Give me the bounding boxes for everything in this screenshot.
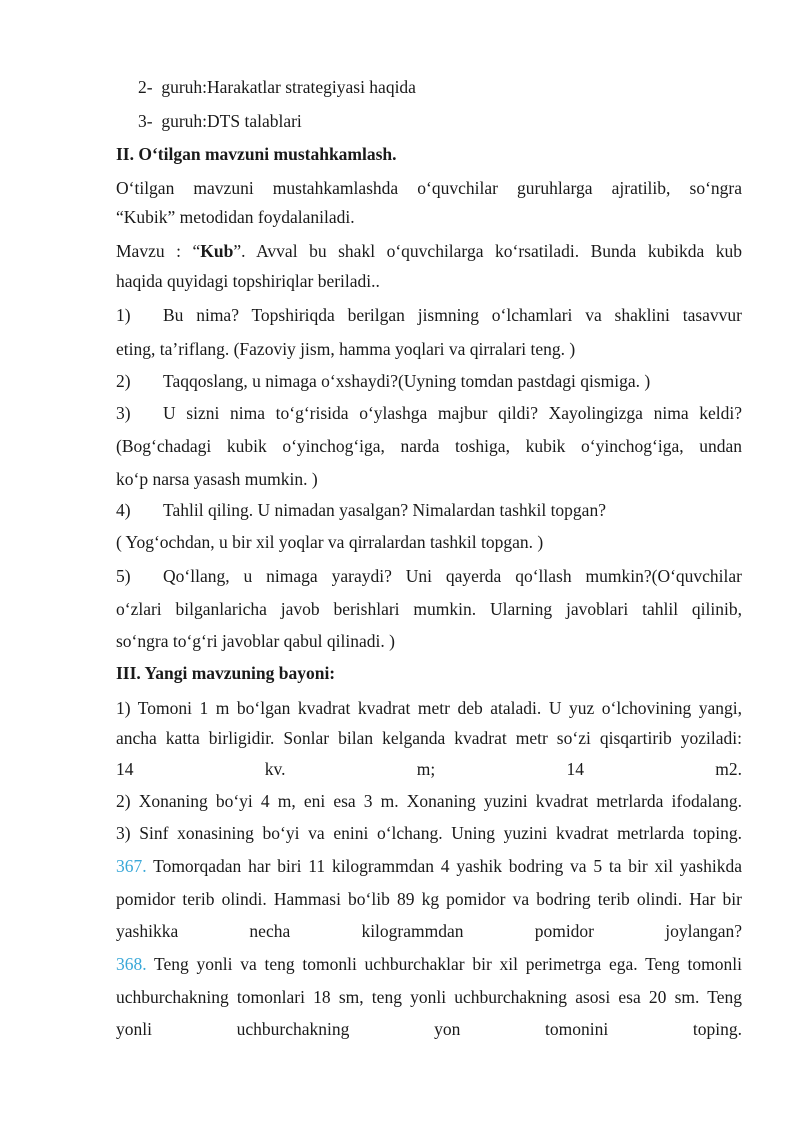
word: necha [249, 921, 291, 941]
task-368-text: Teng yonli va teng tomonli uchburchaklar bir xil perimetrga ega. Teng tomonli [146, 954, 742, 974]
task-367-line-1 [116, 855, 742, 877]
task-item-4-line-2: ( Yog‘ochdan, u bir xil yoqlar va qirralardan tashkil topgan. ) [116, 532, 544, 552]
group-3-number: 3- [138, 111, 153, 131]
task-item-2-line-1: Taqqoslang, u nimaga o‘xshaydi?(Uyning tomdan pastdagi qismiga. ) [163, 371, 651, 391]
task-item-5-line-3: so‘ngra to‘g‘ri javoblar qabul qilinadi. ) [116, 631, 395, 651]
paragraph-1-line-2: ancha katta birligidir. Sonlar bilan kelganda kvadrat metr so‘zi qisqartirib yoziladi: [116, 728, 742, 748]
task-item-5 [116, 565, 742, 587]
task-368-line-1 [116, 953, 742, 975]
mavzu-title: Kub [200, 241, 234, 261]
section-2-intro-line-2: “Kubik” metodidan foydalaniladi. [116, 207, 355, 227]
task-item-5-line-2: o‘zlari bilganlaricha javob berishlari mumkin. Ularning javoblari tahlil qilinib, [116, 599, 742, 619]
task-item-3-line-1: U sizni nima to‘g‘risida o‘ylashga majbur qildi? Xayolingizga nima keldi? [163, 403, 742, 423]
task-368-line-3 [116, 1018, 742, 1040]
paragraph-2: 2) Xonaning bo‘yi 4 m, eni esa 3 m. Xonaning yuzini kvadrat metrlarda ifodalang. [116, 791, 742, 811]
task-368-line-2: uchburchakning tomonlari 18 sm, teng yonli uchburchakning asosi esa 20 sm. Teng [116, 987, 742, 1007]
task-item-3-number: 3) [116, 403, 131, 423]
word: uchburchakning [236, 1019, 350, 1039]
word: 14 [566, 759, 584, 779]
group-2-line [138, 76, 742, 98]
paragraph-1-line-1: 1) Tomoni 1 m bo‘lgan kvadrat kvadrat metr deb ataladi. U yuz o‘lchovining yangi, [116, 698, 742, 718]
task-item-2-number: 2) [116, 371, 131, 391]
group-2-text: guruh:Harakatlar strategiyasi haqida [161, 77, 416, 97]
task-368-number: 368. [116, 954, 147, 974]
word: yashikka [116, 921, 179, 941]
group-2-number: 2- [138, 77, 153, 97]
section-3-heading: III. Yangi mavzuning bayoni: [116, 663, 336, 683]
paragraph-3: 3) Sinf xonasining bo‘yi va enini o‘lchang. Uning yuzini kvadrat metrlarda toping. [116, 823, 742, 843]
task-item-1-number: 1) [116, 305, 131, 325]
task-item-1-line-2: eting, ta’riflang. (Fazoviy jism, hamma yoqlari va qirralari teng. ) [116, 339, 576, 359]
task-367-text: Tomorqadan har biri 11 kilogrammdan 4 yashik bodring va 5 ta bir xil yashikda [146, 856, 742, 876]
word: toping. [692, 1019, 742, 1039]
task-item-3-line-3: ko‘p narsa yasash mumkin. ) [116, 469, 318, 489]
word: yonli [116, 1019, 152, 1039]
task-item-5-line-1: Qo‘llang, u nimaga yaraydi? Uni qayerda qo‘llash mumkin?(O‘quvchilar [163, 566, 742, 586]
word: tomonini [545, 1019, 609, 1039]
paragraph-1-line-3 [116, 758, 742, 780]
task-item-2 [116, 370, 742, 392]
word: yon [434, 1019, 461, 1039]
word: m; [416, 759, 436, 779]
section-2-heading: II. O‘tilgan mavzuni mustahkamlash. [116, 144, 397, 164]
word: kv. [264, 759, 286, 779]
group-3-text: guruh:DTS talablari [161, 111, 302, 131]
task-item-1-line-1: Bu nima? Topshiriqda berilgan jismning o‘lchamlari va shaklini tasavvur [163, 305, 742, 325]
task-item-4-number: 4) [116, 500, 131, 520]
word: m2. [715, 759, 742, 779]
task-item-4-line-1: Tahlil qiling. U nimadan yasalgan? Nimalardan tashkil topgan? [163, 500, 606, 520]
group-3-line [138, 110, 742, 132]
task-367-number: 367. [116, 856, 147, 876]
mavzu-prefix: Mavzu : “ [116, 241, 201, 261]
word: 14 [116, 759, 134, 779]
task-item-3-line-2: (Bog‘chadagi kubik o‘yinchog‘iga, narda toshiga, kubik o‘yinchog‘iga, undan [116, 436, 742, 456]
mavzu-line [116, 240, 742, 262]
mavzu-line-2: haqida quyidagi topshiriqlar beriladi.. [116, 271, 380, 291]
task-item-1 [116, 304, 742, 326]
word: pomidor [534, 921, 595, 941]
task-item-3 [116, 402, 742, 424]
task-item-4 [116, 499, 742, 521]
section-2-intro-line-1: O‘tilgan mavzuni mustahkamlashda o‘quvchilar guruhlarga ajratilib, so‘ngra [116, 178, 742, 198]
task-367-line-2: pomidor terib olindi. Hammasi bo‘lib 89 kg pomidor va bodring terib olindi. Har bir [116, 889, 742, 909]
word: joylangan? [665, 921, 742, 941]
word: kilogrammdan [361, 921, 464, 941]
task-item-5-number: 5) [116, 566, 131, 586]
task-367-line-3 [116, 920, 742, 942]
mavzu-rest: ”. Avval bu shakl o‘quvchilarga ko‘rsatiladi. Bunda kubikda kub [233, 241, 742, 261]
